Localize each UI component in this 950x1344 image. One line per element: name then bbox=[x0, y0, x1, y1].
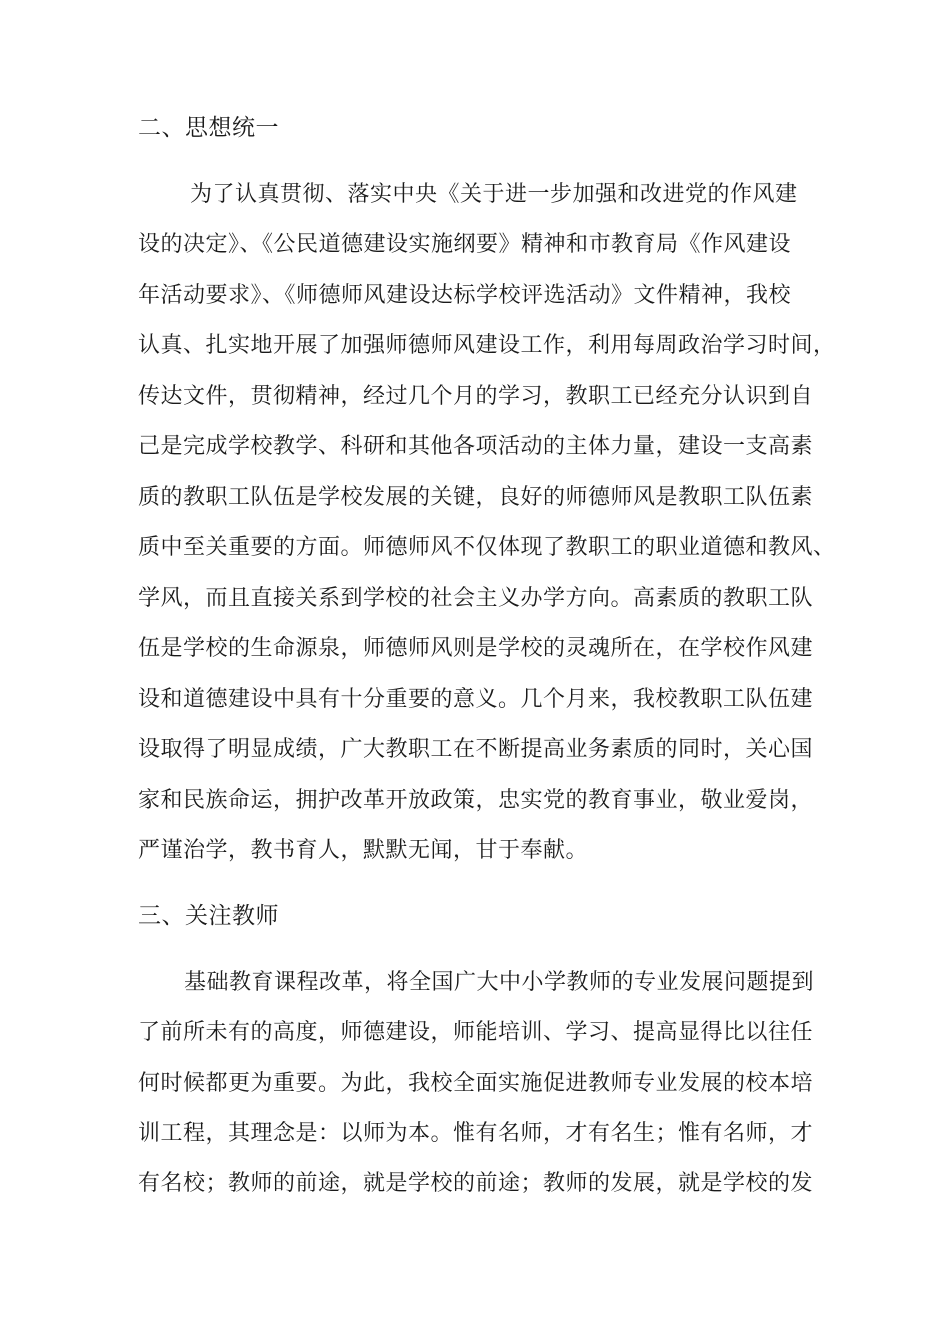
section-heading: 三、关注教师 bbox=[138, 903, 279, 929]
paragraph-line: 了前所未有的高度，师德建设，师能培训、学习、提高显得比以往任 bbox=[138, 1020, 814, 1045]
paragraph-line: 何时候都更为重要。为此，我校全面实施促进教师专业发展的校本培 bbox=[138, 1071, 814, 1096]
paragraph-line: 基础教育课程改革，将全国广大中小学教师的专业发展问题提到 bbox=[184, 970, 815, 995]
paragraph-line: 有名校；教师的前途，就是学校的前途；教师的发展，就是学校的发 bbox=[138, 1171, 814, 1196]
paragraph-line: 学风，而且直接关系到学校的社会主义办学方向。高素质的教职工队 bbox=[138, 586, 814, 611]
paragraph-line: 质中至关重要的方面。师德师风不仅体现了教职工的职业道德和教风、 bbox=[138, 535, 836, 560]
paragraph-line: 为了认真贯彻、落实中央《关于进一步加强和改进党的作风建 bbox=[190, 182, 798, 207]
paragraph-line: 家和民族命运，拥护改革开放政策，忠实党的教育事业，敬业爱岗， bbox=[138, 788, 814, 813]
paragraph-line: 设取得了明显成绩，广大教职工在不断提高业务素质的同时，关心国 bbox=[138, 737, 814, 762]
paragraph-line: 己是完成学校教学、科研和其他各项活动的主体力量，建设一支高素 bbox=[138, 434, 814, 459]
paragraph-line: 年活动要求》、《师德师风建设达标学校评选活动》文件精神，我校 bbox=[138, 283, 792, 308]
paragraph-line: 质的教职工队伍是学校发展的关键，良好的师德师风是教职工队伍素 bbox=[138, 485, 814, 510]
paragraph-line: 伍是学校的生命源泉，师德师风则是学校的灵魂所在，在学校作风建 bbox=[138, 636, 814, 661]
paragraph-line: 认真、扎实地开展了加强师德师风建设工作，利用每周政治学习时间， bbox=[138, 333, 836, 358]
paragraph-line: 严谨治学，教书育人，默默无闻，甘于奉献。 bbox=[138, 838, 589, 863]
section-heading: 二、思想统一 bbox=[138, 115, 279, 141]
paragraph-line: 设的决定》、《公民道德建设实施纲要》精神和市教育局《作风建设 bbox=[138, 232, 792, 257]
paragraph-line: 传达文件，贯彻精神，经过几个月的学习，教职工已经充分认识到自 bbox=[138, 384, 814, 409]
paragraph-line: 设和道德建设中具有十分重要的意义。几个月来，我校教职工队伍建 bbox=[138, 687, 814, 712]
paragraph-line: 训工程，其理念是：以师为本。惟有名师，才有名生；惟有名师，才 bbox=[138, 1121, 814, 1146]
